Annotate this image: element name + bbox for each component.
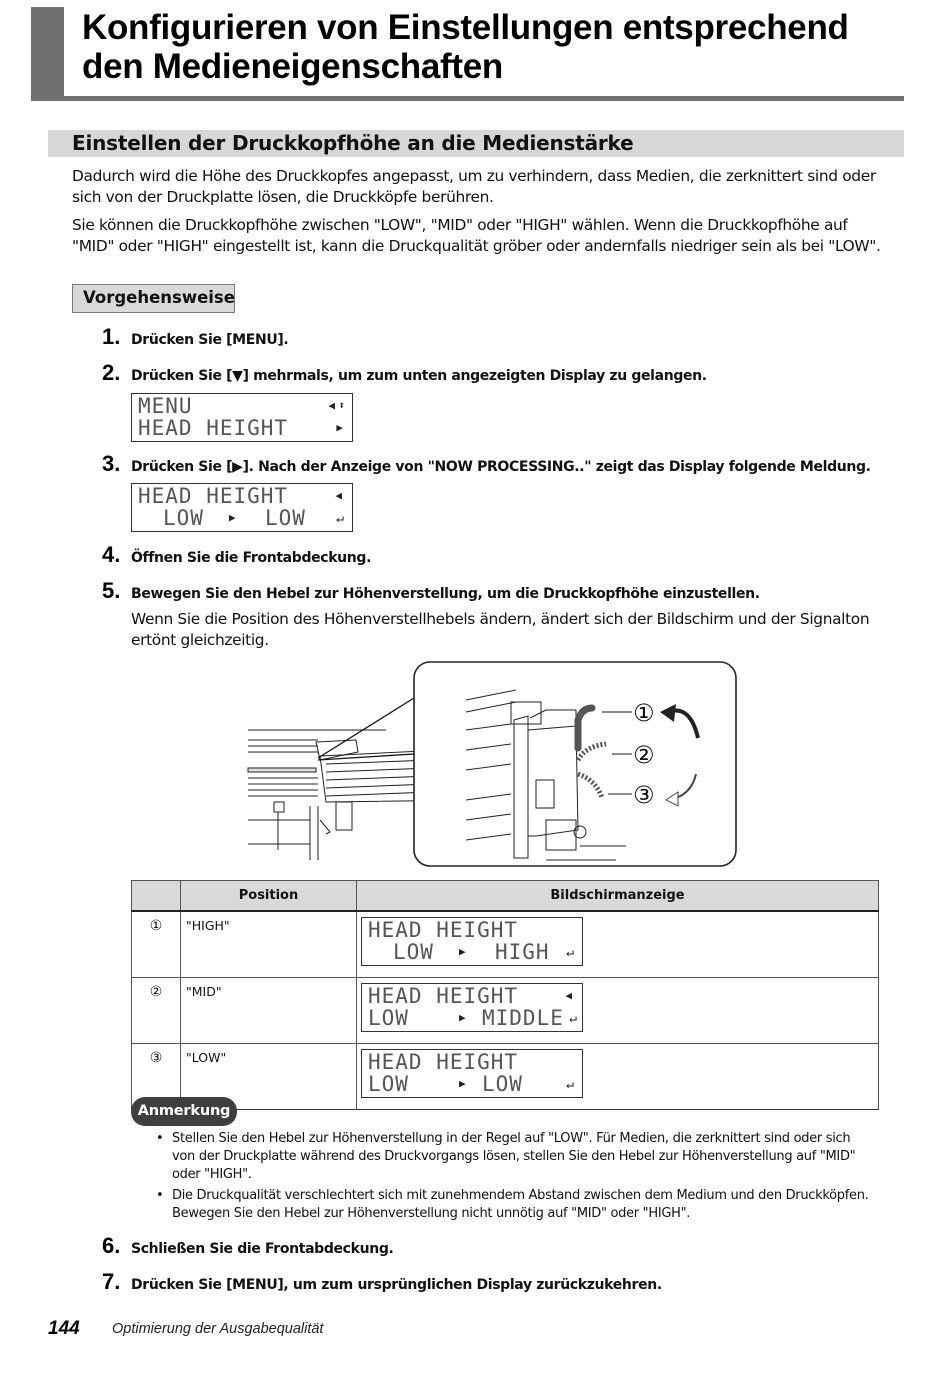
step-text: Drücken Sie [▶]. Nach der Anzeige von "NOW PROCESSING.." zeigt das Display folgende Meldung.: [131, 459, 871, 475]
step-number: 5.: [102, 578, 121, 603]
lcd-line-2-new: LOW: [265, 506, 306, 530]
header-position: Position: [181, 881, 357, 912]
lcd-line-1: HEAD HEIGHT: [368, 984, 519, 1008]
head-height-position-table: [131, 880, 879, 1110]
position-callouts: [633, 699, 655, 809]
step-text: Schließen Sie die Frontabdeckung.: [131, 1241, 394, 1257]
row-marker: ①: [132, 911, 181, 978]
row-display: [357, 978, 879, 1044]
zoom-callout-lines: [318, 698, 414, 760]
right-arrow-icon: ▶: [459, 945, 466, 958]
left-arrow-icon: ◀: [328, 399, 335, 412]
step-number: 1.: [102, 324, 121, 349]
step-text: Drücken Sie [▼] mehrmals, um zum unten angezeigten Display zu gelangen.: [131, 368, 707, 384]
step-4: [102, 542, 371, 568]
row-position: "LOW": [181, 1044, 357, 1110]
printer-diagram: [246, 660, 740, 870]
lcd-line-2: HEAD HEIGHT: [138, 416, 289, 440]
title-accent-bar: [31, 7, 64, 101]
row-position: "HIGH": [181, 911, 357, 978]
right-arrow-icon: ▶: [459, 1011, 466, 1024]
table-row: [132, 911, 879, 978]
note-list: [156, 1130, 876, 1226]
lcd-line-1: MENU: [138, 394, 193, 418]
title-underline: [31, 96, 904, 101]
lcd-line-2-new: MIDDLE: [482, 1006, 564, 1030]
section-heading: [48, 130, 904, 157]
row-marker: ②: [132, 978, 181, 1044]
page-number: 144: [48, 1318, 80, 1339]
enter-icon: ↵: [569, 1011, 577, 1026]
row-marker: ③: [132, 1044, 181, 1110]
right-arrow-icon: ▶: [336, 421, 343, 434]
row-display: [357, 911, 879, 978]
left-arrow-icon: ◀: [565, 989, 572, 1002]
table-row: [132, 978, 879, 1044]
lcd-line-2-current: LOW: [368, 1072, 409, 1096]
lcd-line-1: HEAD HEIGHT: [368, 918, 519, 942]
lcd-line-2-current: LOW: [163, 506, 204, 530]
table-header-row: [132, 881, 879, 912]
note-badge: Anmerkung: [131, 1097, 237, 1126]
lcd-display-head-height: [131, 483, 353, 532]
lcd-display-high: [361, 917, 583, 966]
enter-icon: ↵: [566, 1077, 574, 1092]
lcd-display-low: [361, 1049, 583, 1098]
right-arrow-icon: ▶: [229, 511, 236, 524]
step-text: Drücken Sie [MENU], um zum ursprünglichen Display zurückzukehren.: [131, 1277, 662, 1293]
page-title-line1: Konfigurieren von Einstellungen entsprechend: [82, 8, 849, 47]
lcd-line-2-new: HIGH: [495, 940, 550, 964]
lcd-line-1: HEAD HEIGHT: [368, 1050, 519, 1074]
head-height-lever-illustration: [246, 660, 740, 870]
callout-1: ①: [633, 699, 655, 727]
up-down-arrow-icon: ⬍: [338, 399, 345, 412]
step-text: Drücken Sie [MENU].: [131, 332, 289, 348]
right-arrow-icon: ▶: [459, 1077, 466, 1090]
page-title-line2: den Medieneigenschaften: [82, 47, 503, 86]
lcd-line-2-current: LOW: [368, 1006, 409, 1030]
step-text: Bewegen Sie den Hebel zur Höhenverstellung, um die Druckkopfhöhe einzustellen.: [131, 586, 760, 602]
step-number: 4.: [102, 542, 121, 567]
lcd-line-1: HEAD HEIGHT: [138, 484, 289, 508]
note-item: • Stellen Sie den Hebel zur Höhenverstellung in der Regel auf "LOW". Für Medien, die zerknittert sind oder sich von der Druckplatte während des Druckvorgangs lösen, stellen Sie den Hebel zur Höhenverstellung auf "MID" oder "HIGH".: [156, 1130, 876, 1184]
row-position: "MID": [181, 978, 357, 1044]
step-number: 2.: [102, 360, 121, 385]
header-display: Bildschirmanzeige: [357, 881, 879, 912]
step-5: [102, 578, 760, 604]
page-title: [82, 8, 902, 86]
chapter-title: Optimierung der Ausgabequalität: [112, 1321, 324, 1337]
callout-3: ③: [633, 781, 655, 809]
step-5-description: Wenn Sie die Position des Höhenverstellhebels ändern, ändert sich der Bildschirm und der Signalton ertönt gleichzeitig.: [131, 610, 870, 649]
row-display: [357, 1044, 879, 1110]
step-7: [102, 1269, 662, 1295]
intro-paragraph-2: Sie können die Druckkopfhöhe zwischen "LOW", "MID" oder "HIGH" wählen. Wenn die Druckkopfhöhe auf "MID" oder "HIGH" eingestellt ist, kann die Druckqualität gröber oder andernfalls niedriger sein als bei "LOW".: [72, 216, 881, 255]
callout-2: ②: [633, 741, 655, 769]
note-item: • Die Druckqualität verschlechtert sich mit zunehmendem Abstand zwischen dem Medium und den Druckköpfen. Bewegen Sie den Hebel zur Höhenverstellung nicht unnötig auf "MID" oder "HIGH".: [156, 1187, 876, 1223]
lcd-display-menu: [131, 393, 353, 442]
step-text: Öffnen Sie die Frontabdeckung.: [131, 550, 372, 566]
step-1: [102, 324, 288, 350]
enter-icon: ↵: [336, 511, 344, 526]
step-6: [102, 1233, 393, 1259]
enter-icon: ↵: [566, 945, 574, 960]
table-row: [132, 1044, 879, 1110]
section-heading-text: Einstellen der Druckkopfhöhe an die Medienstärke: [72, 131, 634, 155]
lcd-line-2-new: LOW: [482, 1072, 523, 1096]
procedure-label: Vorgehensweise: [72, 284, 235, 313]
step-number: 7.: [102, 1269, 121, 1294]
left-arrow-icon: ◀: [335, 489, 342, 502]
lcd-display-mid: [361, 983, 583, 1032]
step-2: [102, 360, 707, 386]
header-marker: [132, 881, 181, 912]
step-3: [102, 451, 871, 477]
lcd-line-2-current: LOW: [393, 940, 434, 964]
step-number: 3.: [102, 451, 121, 476]
step-number: 6.: [102, 1233, 121, 1258]
intro-paragraph-1: Dadurch wird die Höhe des Druckkopfes angepasst, um zu verhindern, dass Medien, die zerknittert sind oder sich von der Druckplatte lösen, die Druckköpfe berühren.: [72, 167, 876, 206]
